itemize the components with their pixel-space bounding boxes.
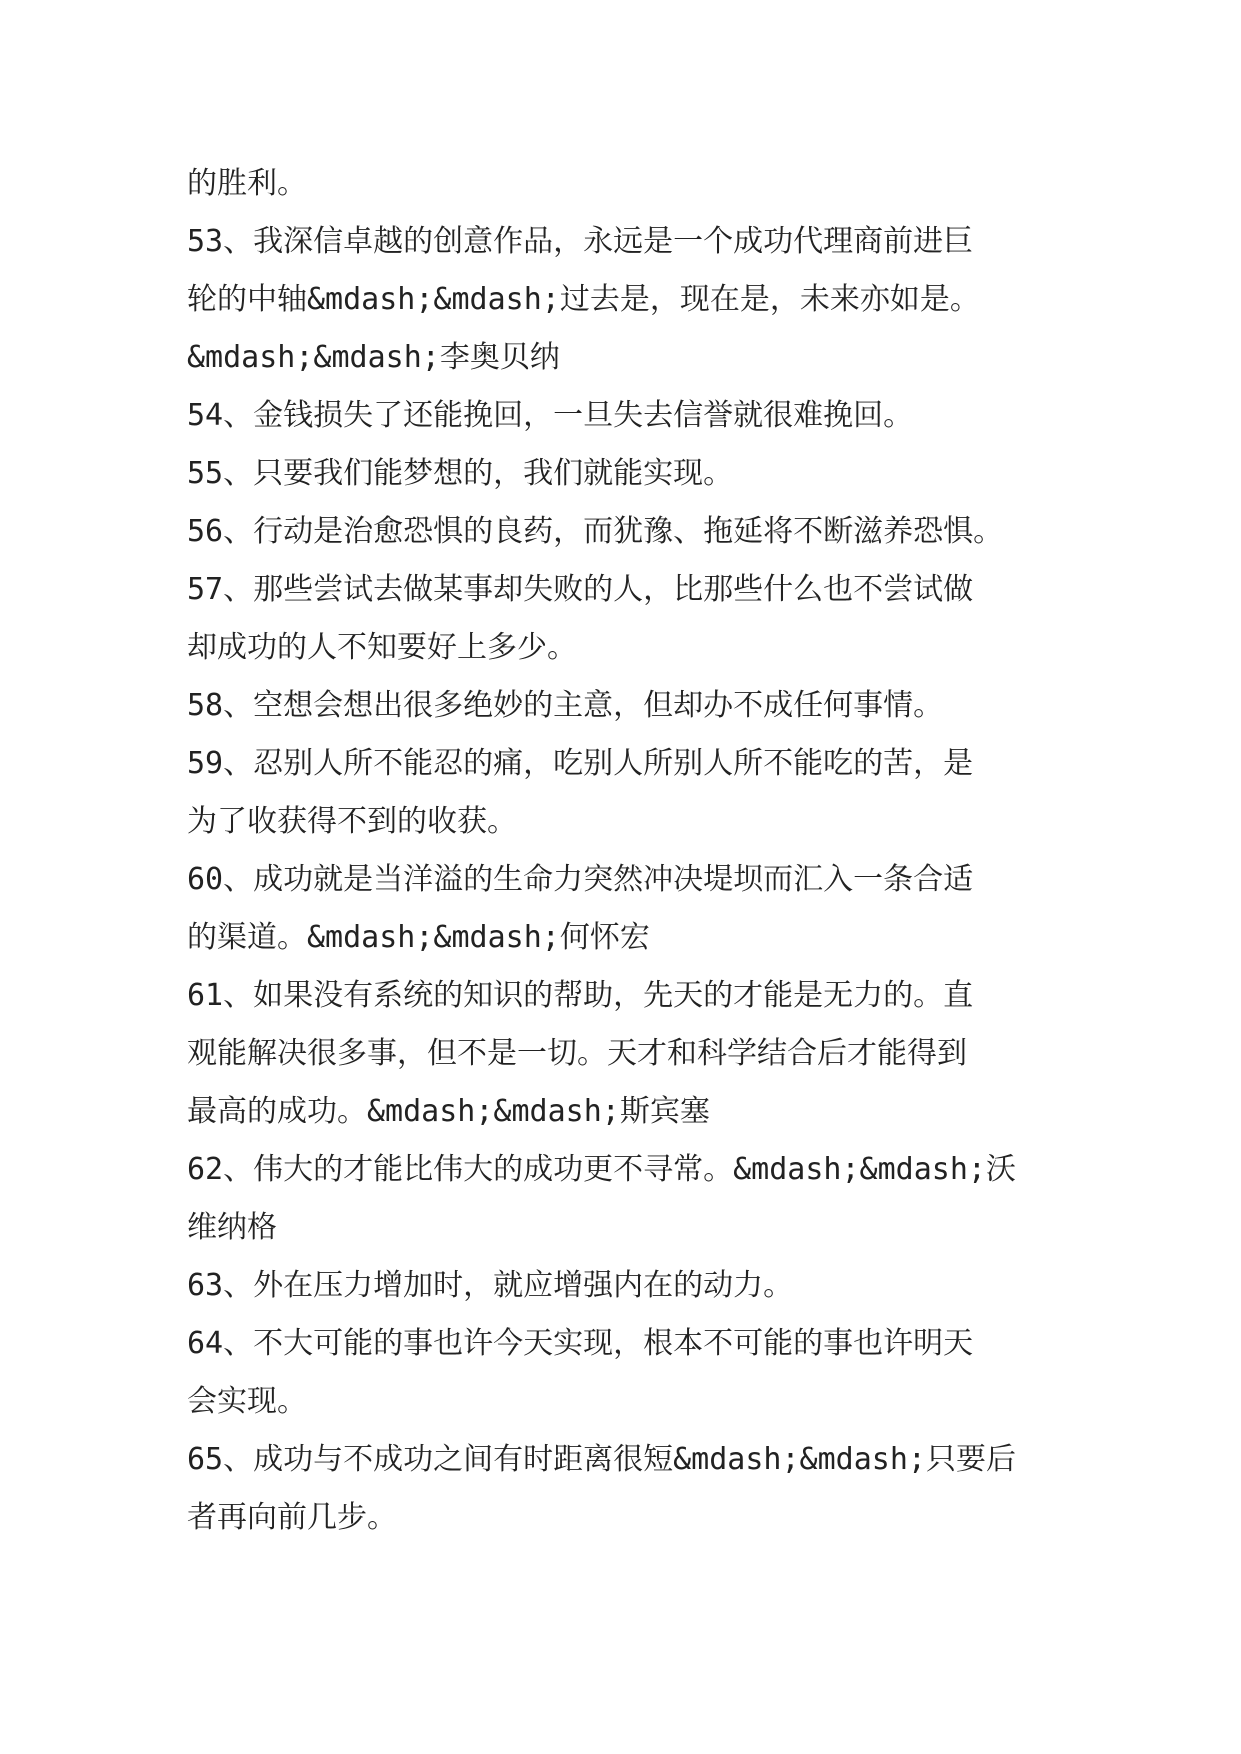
text-line: 62、伟大的才能比伟大的成功更不寻常。&mdash;&mdash;沃 bbox=[187, 1152, 1016, 1187]
text-line: 维纳格 bbox=[187, 1210, 277, 1245]
text-line: 58、空想会想出很多绝妙的主意，但却办不成任何事情。 bbox=[187, 688, 944, 723]
text-line: 59、忍别人所不能忍的痛，吃别人所别人所不能吃的苦，是 bbox=[187, 746, 974, 781]
text-line: 64、不大可能的事也许今天实现，根本不可能的事也许明天 bbox=[187, 1326, 974, 1361]
text-line: 者再向前几步。 bbox=[187, 1500, 397, 1535]
text-line: 56、行动是治愈恐惧的良药，而犹豫、拖延将不断滋养恐惧。 bbox=[187, 514, 1004, 549]
text-line: 60、成功就是当洋溢的生命力突然冲决堤坝而汇入一条合适 bbox=[187, 862, 974, 897]
text-line: 53、我深信卓越的创意作品，永远是一个成功代理商前进巨 bbox=[187, 224, 974, 259]
text-line: 61、如果没有系统的知识的帮助，先天的才能是无力的。直 bbox=[187, 978, 974, 1013]
text-line: 的胜利。 bbox=[187, 166, 307, 201]
text-line: 57、那些尝试去做某事却失败的人，比那些什么也不尝试做 bbox=[187, 572, 974, 607]
text-line: 63、外在压力增加时，就应增强内在的动力。 bbox=[187, 1268, 794, 1303]
document-body bbox=[187, 155, 1067, 1547]
text-line: 轮的中轴&mdash;&mdash;过去是，现在是，未来亦如是。 bbox=[187, 282, 980, 317]
text-line: 却成功的人不知要好上多少。 bbox=[187, 630, 577, 665]
text-line: 会实现。 bbox=[187, 1384, 307, 1419]
text-line: 55、只要我们能梦想的，我们就能实现。 bbox=[187, 456, 734, 491]
text-line: 最高的成功。&mdash;&mdash;斯宾塞 bbox=[187, 1094, 710, 1129]
text-line: 为了收获得不到的收获。 bbox=[187, 804, 517, 839]
text-line: 65、成功与不成功之间有时距离很短&mdash;&mdash;只要后 bbox=[187, 1442, 1016, 1477]
text-line: &mdash;&mdash;李奥贝纳 bbox=[187, 340, 560, 375]
text-line: 观能解决很多事，但不是一切。天才和科学结合后才能得到 bbox=[187, 1036, 967, 1071]
text-line: 的渠道。&mdash;&mdash;何怀宏 bbox=[187, 920, 650, 955]
text-line: 54、金钱损失了还能挽回，一旦失去信誉就很难挽回。 bbox=[187, 398, 914, 433]
